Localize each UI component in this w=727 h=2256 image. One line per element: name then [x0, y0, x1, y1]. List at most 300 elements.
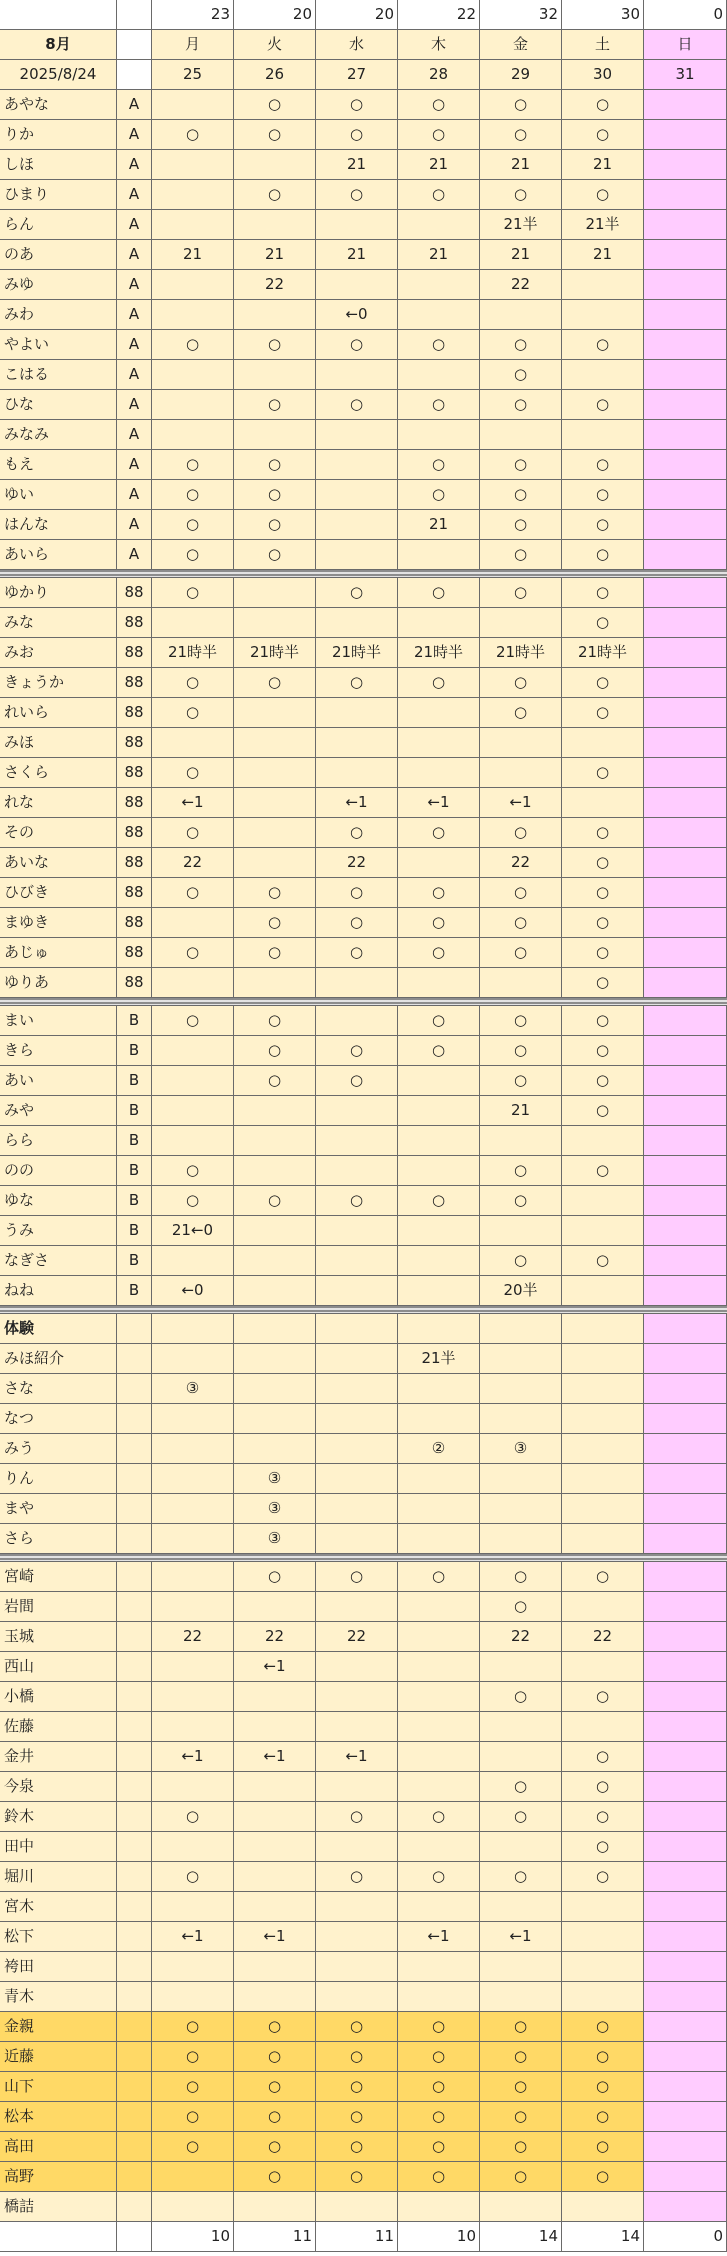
- shift-cell[interactable]: [398, 1276, 480, 1306]
- shift-cell[interactable]: [562, 1464, 644, 1494]
- member-name-cell[interactable]: 小橋: [0, 1682, 117, 1712]
- shift-cell[interactable]: [152, 1066, 234, 1096]
- shift-cell[interactable]: [152, 908, 234, 938]
- shift-cell[interactable]: 22: [316, 848, 398, 878]
- shift-cell[interactable]: [234, 1096, 316, 1126]
- shift-cell[interactable]: [234, 1592, 316, 1622]
- shift-cell[interactable]: ○: [480, 698, 562, 728]
- shift-cell[interactable]: [480, 2192, 562, 2222]
- shift-cell[interactable]: [644, 668, 727, 698]
- shift-cell[interactable]: [644, 1742, 727, 1772]
- shift-cell[interactable]: [644, 180, 727, 210]
- member-name-cell[interactable]: みお: [0, 638, 117, 668]
- member-group-cell[interactable]: B: [117, 1096, 152, 1126]
- shift-cell[interactable]: ○: [480, 1156, 562, 1186]
- shift-cell[interactable]: ○: [152, 540, 234, 570]
- shift-cell[interactable]: [316, 1892, 398, 1922]
- shift-cell[interactable]: [234, 1802, 316, 1832]
- member-name-cell[interactable]: れな: [0, 788, 117, 818]
- shift-cell[interactable]: ○: [480, 120, 562, 150]
- shift-cell[interactable]: [152, 210, 234, 240]
- shift-cell[interactable]: [398, 1156, 480, 1186]
- shift-cell[interactable]: ○: [316, 1036, 398, 1066]
- shift-cell[interactable]: [234, 1434, 316, 1464]
- member-name-cell[interactable]: しほ: [0, 150, 117, 180]
- member-group-cell[interactable]: A: [117, 480, 152, 510]
- shift-cell[interactable]: [234, 788, 316, 818]
- shift-cell[interactable]: [152, 968, 234, 998]
- shift-cell[interactable]: [234, 578, 316, 608]
- member-group-cell[interactable]: B: [117, 1156, 152, 1186]
- shift-cell[interactable]: [644, 908, 727, 938]
- shift-cell[interactable]: ○: [480, 390, 562, 420]
- member-name-cell[interactable]: みほ: [0, 728, 117, 758]
- shift-cell[interactable]: ○: [234, 1036, 316, 1066]
- member-name-cell[interactable]: 袴田: [0, 1952, 117, 1982]
- shift-cell[interactable]: ○: [562, 2162, 644, 2192]
- shift-cell[interactable]: [234, 300, 316, 330]
- shift-cell[interactable]: ○: [398, 1186, 480, 1216]
- member-group-cell[interactable]: A: [117, 180, 152, 210]
- shift-cell[interactable]: [316, 1464, 398, 1494]
- shift-cell[interactable]: ○: [480, 1562, 562, 1592]
- member-group-cell[interactable]: [117, 1922, 152, 1952]
- shift-cell[interactable]: ○: [480, 1862, 562, 1892]
- shift-cell[interactable]: [316, 1434, 398, 1464]
- member-name-cell[interactable]: こはる: [0, 360, 117, 390]
- shift-cell[interactable]: ○: [234, 2132, 316, 2162]
- shift-cell[interactable]: [480, 1982, 562, 2012]
- member-name-cell[interactable]: 玉城: [0, 1622, 117, 1652]
- member-group-cell[interactable]: A: [117, 540, 152, 570]
- shift-cell[interactable]: ○: [562, 2012, 644, 2042]
- shift-cell[interactable]: ○: [398, 1006, 480, 1036]
- shift-cell[interactable]: ○: [316, 2072, 398, 2102]
- shift-cell[interactable]: ○: [398, 120, 480, 150]
- shift-cell[interactable]: ○: [562, 2072, 644, 2102]
- shift-cell[interactable]: [316, 1832, 398, 1862]
- shift-cell[interactable]: [234, 758, 316, 788]
- shift-cell[interactable]: ○: [562, 938, 644, 968]
- shift-cell[interactable]: ○: [398, 1036, 480, 1066]
- shift-cell[interactable]: [644, 1494, 727, 1524]
- shift-cell[interactable]: [644, 300, 727, 330]
- shift-cell[interactable]: [644, 1404, 727, 1434]
- shift-cell[interactable]: [398, 1524, 480, 1554]
- shift-cell[interactable]: [316, 1276, 398, 1306]
- member-group-cell[interactable]: 88: [117, 938, 152, 968]
- shift-cell[interactable]: ○: [316, 2042, 398, 2072]
- shift-cell[interactable]: 21時半: [234, 638, 316, 668]
- shift-cell[interactable]: ←1: [234, 1742, 316, 1772]
- member-group-cell[interactable]: [117, 1682, 152, 1712]
- shift-cell[interactable]: [152, 1126, 234, 1156]
- shift-cell[interactable]: [644, 1862, 727, 1892]
- member-name-cell[interactable]: みや: [0, 1096, 117, 1126]
- member-group-cell[interactable]: B: [117, 1186, 152, 1216]
- shift-cell[interactable]: [398, 1892, 480, 1922]
- shift-cell[interactable]: ○: [234, 2162, 316, 2192]
- header-date-row-cell[interactable]: 31: [644, 60, 727, 90]
- shift-cell[interactable]: 21時半: [562, 638, 644, 668]
- shift-cell[interactable]: [644, 728, 727, 758]
- shift-cell[interactable]: ○: [152, 510, 234, 540]
- shift-cell[interactable]: [644, 578, 727, 608]
- shift-cell[interactable]: [234, 1404, 316, 1434]
- member-name-cell[interactable]: 岩間: [0, 1592, 117, 1622]
- shift-cell[interactable]: [234, 1126, 316, 1156]
- shift-cell[interactable]: ○: [398, 2132, 480, 2162]
- member-group-cell[interactable]: B: [117, 1126, 152, 1156]
- member-name-cell[interactable]: あい: [0, 1066, 117, 1096]
- shift-cell[interactable]: ○: [480, 2102, 562, 2132]
- shift-cell[interactable]: [398, 1494, 480, 1524]
- shift-cell[interactable]: ○: [480, 2012, 562, 2042]
- shift-cell[interactable]: [644, 120, 727, 150]
- member-group-cell[interactable]: [117, 2042, 152, 2072]
- member-name-cell[interactable]: 今泉: [0, 1772, 117, 1802]
- shift-cell[interactable]: ○: [562, 450, 644, 480]
- shift-cell[interactable]: ○: [234, 120, 316, 150]
- shift-cell[interactable]: [644, 1772, 727, 1802]
- member-name-cell[interactable]: 高田: [0, 2132, 117, 2162]
- member-group-cell[interactable]: [117, 2102, 152, 2132]
- shift-cell[interactable]: [398, 1712, 480, 1742]
- shift-cell[interactable]: [152, 1434, 234, 1464]
- shift-cell[interactable]: [316, 608, 398, 638]
- shift-cell[interactable]: ○: [152, 120, 234, 150]
- shift-cell[interactable]: ○: [398, 1802, 480, 1832]
- shift-cell[interactable]: [234, 1952, 316, 1982]
- header-date-row-cell[interactable]: 29: [480, 60, 562, 90]
- shift-cell[interactable]: ○: [152, 450, 234, 480]
- shift-cell[interactable]: [398, 608, 480, 638]
- member-name-cell[interactable]: ゆりあ: [0, 968, 117, 998]
- shift-cell[interactable]: [644, 638, 727, 668]
- shift-cell[interactable]: [644, 1156, 727, 1186]
- shift-cell[interactable]: 21: [152, 240, 234, 270]
- shift-cell[interactable]: [644, 1952, 727, 1982]
- shift-cell[interactable]: ○: [234, 1562, 316, 1592]
- shift-cell[interactable]: ○: [152, 698, 234, 728]
- shift-cell[interactable]: [398, 848, 480, 878]
- shift-cell[interactable]: [644, 1434, 727, 1464]
- shift-cell[interactable]: ○: [480, 90, 562, 120]
- shift-cell[interactable]: [562, 420, 644, 450]
- header-count-row-cell[interactable]: [117, 0, 152, 30]
- header-date-row-cell[interactable]: 25: [152, 60, 234, 90]
- shift-cell[interactable]: [316, 540, 398, 570]
- member-group-cell[interactable]: [117, 1374, 152, 1404]
- shift-cell[interactable]: ○: [562, 1742, 644, 1772]
- shift-cell[interactable]: 21: [562, 150, 644, 180]
- shift-cell[interactable]: 21半: [562, 210, 644, 240]
- shift-cell[interactable]: [152, 1982, 234, 2012]
- shift-cell[interactable]: ○: [152, 2042, 234, 2072]
- shift-cell[interactable]: [644, 270, 727, 300]
- shift-cell[interactable]: ○: [398, 2042, 480, 2072]
- member-group-cell[interactable]: A: [117, 510, 152, 540]
- shift-cell[interactable]: [562, 1652, 644, 1682]
- member-group-cell[interactable]: [117, 1832, 152, 1862]
- shift-cell[interactable]: ○: [398, 878, 480, 908]
- shift-cell[interactable]: [152, 1464, 234, 1494]
- shift-cell[interactable]: [152, 728, 234, 758]
- shift-cell[interactable]: ○: [480, 1592, 562, 1622]
- member-group-cell[interactable]: B: [117, 1006, 152, 1036]
- shift-cell[interactable]: ○: [316, 578, 398, 608]
- shift-cell[interactable]: [398, 1066, 480, 1096]
- shift-cell[interactable]: [644, 1982, 727, 2012]
- shift-cell[interactable]: [644, 1592, 727, 1622]
- shift-cell[interactable]: [234, 1216, 316, 1246]
- shift-cell[interactable]: [562, 1186, 644, 1216]
- shift-cell[interactable]: [398, 2192, 480, 2222]
- shift-cell[interactable]: [644, 1712, 727, 1742]
- header-count-row-cell[interactable]: 30: [562, 0, 644, 30]
- shift-cell[interactable]: 21半: [398, 1344, 480, 1374]
- member-name-cell[interactable]: もえ: [0, 450, 117, 480]
- member-name-cell[interactable]: みゆ: [0, 270, 117, 300]
- shift-cell[interactable]: [316, 1494, 398, 1524]
- member-group-cell[interactable]: [117, 1952, 152, 1982]
- member-group-cell[interactable]: 88: [117, 848, 152, 878]
- footer-count-row-cell[interactable]: 0: [644, 2222, 727, 2252]
- shift-cell[interactable]: [480, 1216, 562, 1246]
- member-group-cell[interactable]: [117, 1772, 152, 1802]
- shift-cell[interactable]: [316, 450, 398, 480]
- member-name-cell[interactable]: あいな: [0, 848, 117, 878]
- member-group-cell[interactable]: 88: [117, 578, 152, 608]
- shift-cell[interactable]: [234, 1832, 316, 1862]
- shift-cell[interactable]: 22: [234, 270, 316, 300]
- shift-cell[interactable]: ←1: [398, 1922, 480, 1952]
- shift-cell[interactable]: [398, 698, 480, 728]
- member-group-cell[interactable]: B: [117, 1276, 152, 1306]
- shift-cell[interactable]: ○: [480, 1246, 562, 1276]
- shift-cell[interactable]: [316, 1156, 398, 1186]
- shift-cell[interactable]: ③: [152, 1374, 234, 1404]
- shift-cell[interactable]: [562, 1276, 644, 1306]
- header-count-row-cell[interactable]: 20: [316, 0, 398, 30]
- shift-cell[interactable]: [644, 1562, 727, 1592]
- shift-cell[interactable]: [234, 848, 316, 878]
- shift-cell[interactable]: 20半: [480, 1276, 562, 1306]
- member-name-cell[interactable]: 金井: [0, 1742, 117, 1772]
- shift-cell[interactable]: [152, 1096, 234, 1126]
- shift-cell[interactable]: [562, 1404, 644, 1434]
- member-group-cell[interactable]: A: [117, 360, 152, 390]
- member-name-cell[interactable]: ひびき: [0, 878, 117, 908]
- shift-cell[interactable]: ○: [398, 2012, 480, 2042]
- shift-cell[interactable]: [316, 1006, 398, 1036]
- shift-cell[interactable]: ○: [562, 1036, 644, 1066]
- shift-cell[interactable]: [152, 608, 234, 638]
- shift-cell[interactable]: ○: [562, 2042, 644, 2072]
- member-group-cell[interactable]: B: [117, 1066, 152, 1096]
- shift-cell[interactable]: [316, 758, 398, 788]
- shift-cell[interactable]: ○: [480, 180, 562, 210]
- shift-cell[interactable]: ○: [398, 938, 480, 968]
- shift-cell[interactable]: ←1: [152, 1742, 234, 1772]
- shift-cell[interactable]: ○: [480, 818, 562, 848]
- shift-cell[interactable]: ○: [152, 2012, 234, 2042]
- shift-cell[interactable]: [644, 480, 727, 510]
- member-name-cell[interactable]: あじゅ: [0, 938, 117, 968]
- shift-cell[interactable]: [234, 698, 316, 728]
- shift-cell[interactable]: [644, 240, 727, 270]
- shift-cell[interactable]: [234, 360, 316, 390]
- member-name-cell[interactable]: あいら: [0, 540, 117, 570]
- header-count-row-cell[interactable]: [0, 0, 117, 30]
- member-group-cell[interactable]: [117, 1434, 152, 1464]
- shift-cell[interactable]: [234, 968, 316, 998]
- shift-cell[interactable]: ○: [562, 480, 644, 510]
- shift-cell[interactable]: [644, 1036, 727, 1066]
- shift-cell[interactable]: [480, 1652, 562, 1682]
- shift-cell[interactable]: ○: [316, 2102, 398, 2132]
- shift-cell[interactable]: 21: [234, 240, 316, 270]
- shift-cell[interactable]: [316, 210, 398, 240]
- shift-cell[interactable]: [234, 1156, 316, 1186]
- member-group-cell[interactable]: [117, 1802, 152, 1832]
- shift-cell[interactable]: 21半: [480, 210, 562, 240]
- shift-cell[interactable]: ○: [234, 180, 316, 210]
- shift-cell[interactable]: ○: [316, 1802, 398, 1832]
- shift-cell[interactable]: 21: [562, 240, 644, 270]
- shift-cell[interactable]: ○: [562, 2132, 644, 2162]
- member-name-cell[interactable]: さな: [0, 1374, 117, 1404]
- member-group-cell[interactable]: [117, 1524, 152, 1554]
- shift-cell[interactable]: ○: [562, 1246, 644, 1276]
- shift-cell[interactable]: [398, 1622, 480, 1652]
- shift-cell[interactable]: [562, 1952, 644, 1982]
- shift-cell[interactable]: [316, 510, 398, 540]
- shift-cell[interactable]: [152, 390, 234, 420]
- shift-cell[interactable]: [644, 968, 727, 998]
- shift-cell[interactable]: [644, 818, 727, 848]
- shift-cell[interactable]: [316, 728, 398, 758]
- shift-cell[interactable]: [644, 758, 727, 788]
- shift-cell[interactable]: ○: [234, 480, 316, 510]
- shift-cell[interactable]: ○: [398, 2162, 480, 2192]
- shift-cell[interactable]: ○: [316, 1562, 398, 1592]
- footer-count-row-cell[interactable]: 11: [316, 2222, 398, 2252]
- footer-count-row-cell[interactable]: [0, 2222, 117, 2252]
- header-weekday-row-cell[interactable]: 水: [316, 30, 398, 60]
- shift-cell[interactable]: ○: [316, 2132, 398, 2162]
- shift-cell[interactable]: [316, 360, 398, 390]
- shift-cell[interactable]: 21: [316, 150, 398, 180]
- shift-cell[interactable]: ○: [234, 2072, 316, 2102]
- shift-cell[interactable]: [234, 1314, 316, 1344]
- shift-cell[interactable]: [562, 1982, 644, 2012]
- shift-cell[interactable]: [644, 1682, 727, 1712]
- shift-cell[interactable]: ○: [398, 330, 480, 360]
- shift-cell[interactable]: [152, 90, 234, 120]
- shift-cell[interactable]: [398, 1464, 480, 1494]
- shift-cell[interactable]: [644, 1126, 727, 1156]
- member-group-cell[interactable]: 88: [117, 908, 152, 938]
- header-weekday-row-cell[interactable]: 日: [644, 30, 727, 60]
- shift-cell[interactable]: [152, 1652, 234, 1682]
- shift-cell[interactable]: [398, 1982, 480, 2012]
- member-group-cell[interactable]: 88: [117, 668, 152, 698]
- member-name-cell[interactable]: やよい: [0, 330, 117, 360]
- shift-cell[interactable]: ②: [398, 1434, 480, 1464]
- member-group-cell[interactable]: [117, 1712, 152, 1742]
- shift-cell[interactable]: ○: [152, 1186, 234, 1216]
- shift-cell[interactable]: ○: [562, 578, 644, 608]
- shift-cell[interactable]: [316, 968, 398, 998]
- shift-cell[interactable]: [480, 968, 562, 998]
- shift-cell[interactable]: ○: [480, 360, 562, 390]
- member-name-cell[interactable]: まい: [0, 1006, 117, 1036]
- shift-cell[interactable]: [398, 1126, 480, 1156]
- member-group-cell[interactable]: [117, 1982, 152, 2012]
- shift-cell[interactable]: [234, 1772, 316, 1802]
- shift-cell[interactable]: [644, 608, 727, 638]
- shift-cell[interactable]: [398, 540, 480, 570]
- member-name-cell[interactable]: ひまり: [0, 180, 117, 210]
- shift-cell[interactable]: [316, 420, 398, 450]
- shift-cell[interactable]: ○: [480, 578, 562, 608]
- shift-cell[interactable]: ○: [234, 1006, 316, 1036]
- shift-cell[interactable]: [644, 330, 727, 360]
- shift-cell[interactable]: [398, 728, 480, 758]
- member-name-cell[interactable]: 松本: [0, 2102, 117, 2132]
- shift-cell[interactable]: [644, 1802, 727, 1832]
- shift-cell[interactable]: [644, 2042, 727, 2072]
- shift-cell[interactable]: ○: [234, 938, 316, 968]
- shift-cell[interactable]: [234, 1682, 316, 1712]
- member-name-cell[interactable]: みう: [0, 1434, 117, 1464]
- shift-cell[interactable]: ③: [234, 1464, 316, 1494]
- shift-cell[interactable]: [644, 788, 727, 818]
- shift-cell[interactable]: ○: [480, 668, 562, 698]
- shift-cell[interactable]: 21: [480, 1096, 562, 1126]
- shift-cell[interactable]: ○: [398, 818, 480, 848]
- header-count-row-cell[interactable]: 20: [234, 0, 316, 30]
- member-group-cell[interactable]: [117, 1652, 152, 1682]
- shift-cell[interactable]: [152, 1952, 234, 1982]
- member-group-cell[interactable]: A: [117, 300, 152, 330]
- member-group-cell[interactable]: [117, 2162, 152, 2192]
- shift-cell[interactable]: ←1: [234, 1652, 316, 1682]
- header-weekday-row-cell[interactable]: 木: [398, 30, 480, 60]
- shift-cell[interactable]: ○: [480, 2162, 562, 2192]
- shift-cell[interactable]: [316, 1712, 398, 1742]
- shift-cell[interactable]: [398, 1682, 480, 1712]
- shift-cell[interactable]: ←1: [480, 788, 562, 818]
- shift-cell[interactable]: 22: [234, 1622, 316, 1652]
- shift-cell[interactable]: [644, 1216, 727, 1246]
- shift-cell[interactable]: [234, 150, 316, 180]
- member-name-cell[interactable]: らら: [0, 1126, 117, 1156]
- shift-cell[interactable]: ○: [398, 668, 480, 698]
- shift-cell[interactable]: [644, 1832, 727, 1862]
- shift-cell[interactable]: ○: [234, 540, 316, 570]
- shift-cell[interactable]: ○: [152, 1802, 234, 1832]
- shift-cell[interactable]: 21←0: [152, 1216, 234, 1246]
- shift-cell[interactable]: [480, 758, 562, 788]
- shift-cell[interactable]: ○: [562, 540, 644, 570]
- shift-cell[interactable]: [234, 728, 316, 758]
- shift-cell[interactable]: [562, 1592, 644, 1622]
- shift-cell[interactable]: [480, 1832, 562, 1862]
- member-name-cell[interactable]: みほ紹介: [0, 1344, 117, 1374]
- shift-cell[interactable]: ○: [316, 330, 398, 360]
